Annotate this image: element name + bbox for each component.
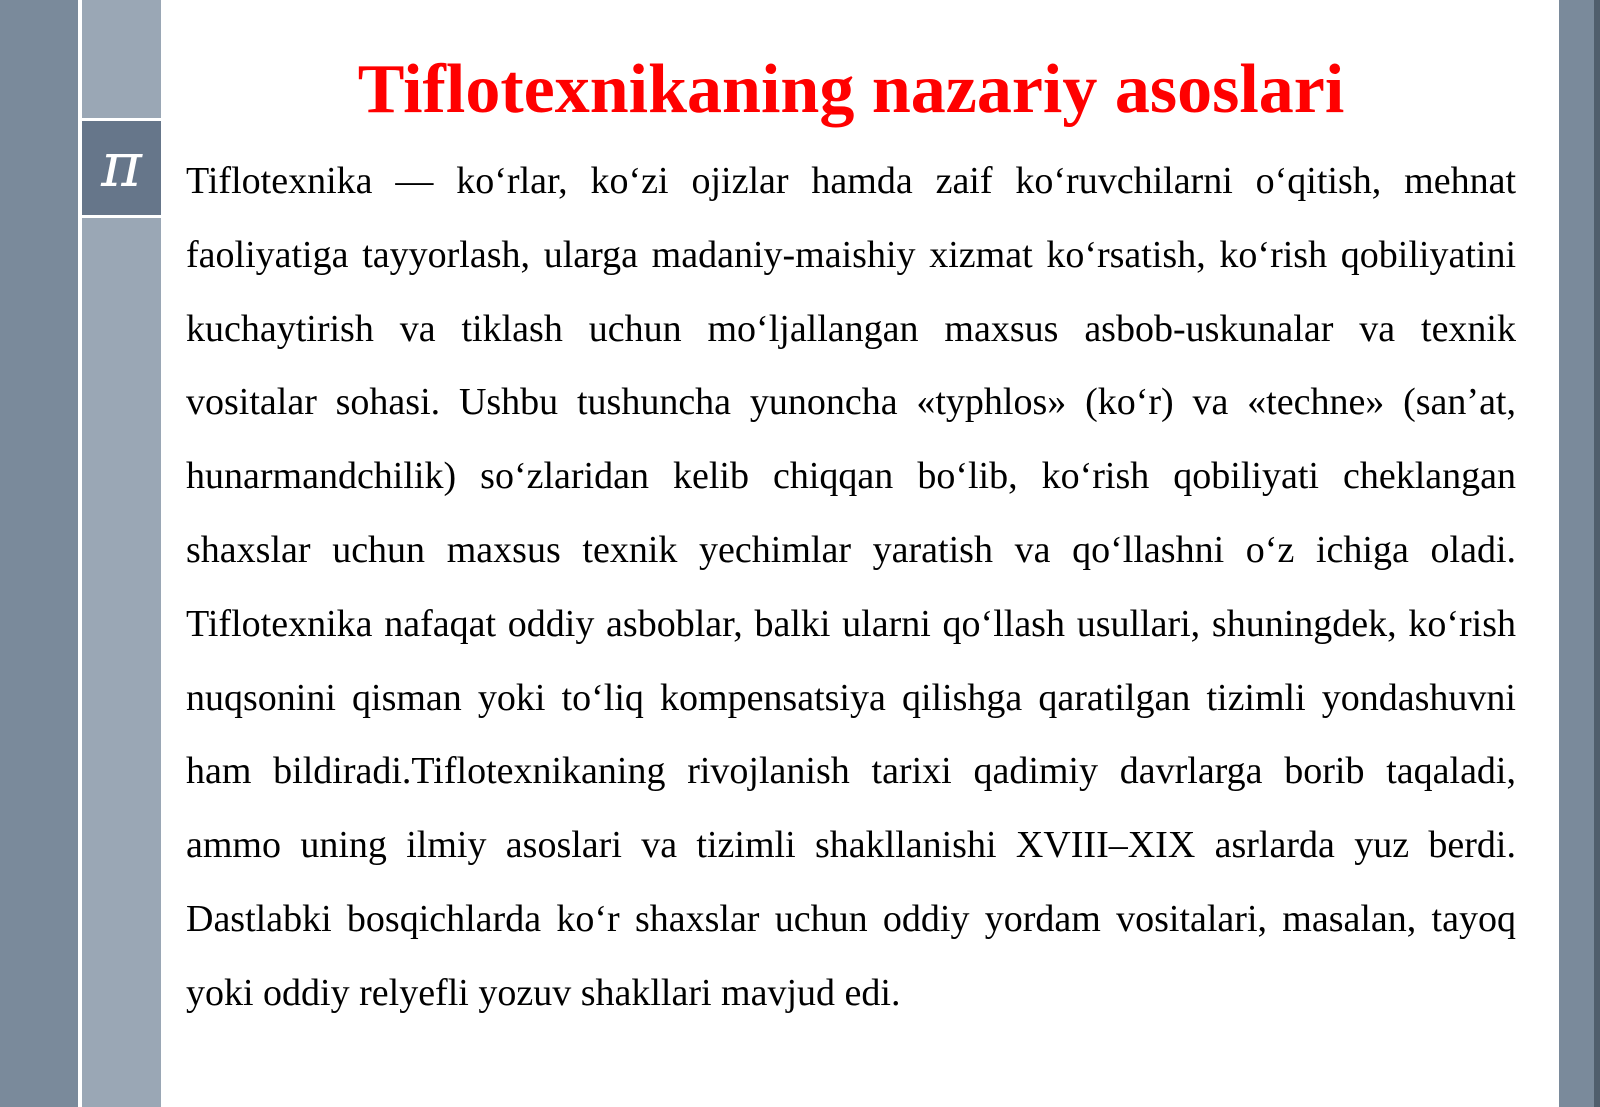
pi-icon: π [101, 128, 142, 201]
right-decorative-strip [1559, 0, 1600, 1107]
slide-body-text: Tiflotexnika — ko‘rlar, ko‘zi ojizlar hamda zaif ko‘ruvchilarni o‘qitish, mehnat faoliyatiga tayyorlash, ularga madaniy-maishiy xizmat ko‘rsatish, ko‘rish qobiliyatini kuchaytirish va tiklash uchun mo‘ljallangan maxsus asbob-uskunalar va texnik vositalar sohasi. Ushbu tushuncha yunoncha «typhlos» (ko‘r) va «techne» (san’at, hunarmandchilik) so‘zlaridan kelib chiqqan bo‘lib, ko‘rish qobiliyati cheklangan shaxslar uchun maxsus texnik yechimlar yaratish va qo‘llashni o‘z ichiga oladi. Tiflotexnika nafaqat oddiy asboblar, balki ularni qo‘llash usullari, shuningdek, ko‘rish nuqsonini qisman yoki to‘liq kompensatsiya qilishga qaratilgan tizimli yondashuvni ham bildiradi.Tiflotexnikaning rivojlanish tarixi qadimiy davrlarga borib taqaladi, ammo uning ilmiy asoslari va tizimli shakllanishi XVIII–XIX asrlarda yuz berdi. Dastlabki bosqichlarda ko‘r shaxslar uchun oddiy yordam vositalari, masalan, tayoq yoki oddiy relyefli yozuv shakllari mavjud edi. [186, 160, 1516, 1014]
slide-title: Tiflotexnikaning nazariy asoslari [357, 51, 1345, 128]
pi-symbol-box [82, 118, 161, 218]
left-bar-gap [161, 0, 163, 1107]
left-decorative-strip [0, 0, 78, 1107]
